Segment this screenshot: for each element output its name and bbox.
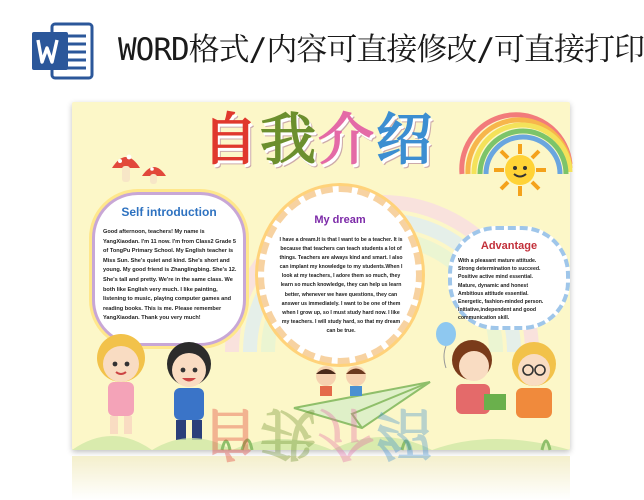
poster-title [202,108,462,174]
dream-panel [258,186,422,364]
title-char: 自 [202,108,260,173]
kids-on-plane-illustration [312,364,382,398]
self-intro-panel [92,192,246,346]
advantage-title: Advantage [480,240,538,252]
advantage-line: Positive active mind essential. [458,274,533,281]
title-char: 我 [260,402,318,465]
mushroom-icon [108,146,172,186]
advantage-line: With a pleasant mature attitude. [458,258,537,264]
poster-reflection [72,402,570,500]
word-app-icon [30,18,96,84]
advantage-body [458,257,562,323]
advantage-line: Ambitious attitude essential. [458,290,529,297]
advantage-line: Strong determination to succeed. [458,266,541,273]
poster [72,102,570,450]
header-bar [0,0,644,92]
title-char: 介 [318,108,376,173]
self-intro-title: Self introduction [121,205,217,219]
title-char: 介 [318,402,376,465]
banner-text: WORD格式/内容可直接修改/可直接打印 [118,32,644,68]
advantage-line: Energetic, fashion-minded person. [458,299,544,306]
title-char: 我 [260,108,318,173]
dream-body: I have a dream.It is that I want to be a teacher. It is because that teachers can teach students a lot of things. Teachers are always kind and smart. I also can implant my knowledge to my students.When I look at my teachers, I adore them so much, they learn so much knowledge, they can help us learn better, whenever we have questions, they can answer us immediately. I want to be one of them when I grow up, so I must study hard now. I like my teachers. I will study hard, so that my dream can be true. [279,237,403,334]
advantage-panel [448,226,570,330]
title-char: 绍 [376,402,434,465]
title-char: 绍 [376,108,434,173]
dream-title: My dream [314,214,366,226]
advantage-line: Initiative,independent and good communication skill. [458,307,537,322]
advantage-line: Mature, dynamic and honest [458,282,529,289]
reflected-title [202,402,462,466]
title-char: 自 [202,402,260,465]
self-intro-body: Good afternoon, teachers! My name is YangXiaodan. I'm 11 now. I'm from Class2 Grade 5 of TongPu Primary School. My English teacher is Miss Sun. She's quiet and kind. She's short and young. My good friend is Zhanglingbing. She's 12. She's tall and pretty. We're in the same class. We both like English very much. I like painting, listening to music, playing computer games and reading books. This is me. Please remember YangXiaodan. Thank you very much! [103,229,237,322]
